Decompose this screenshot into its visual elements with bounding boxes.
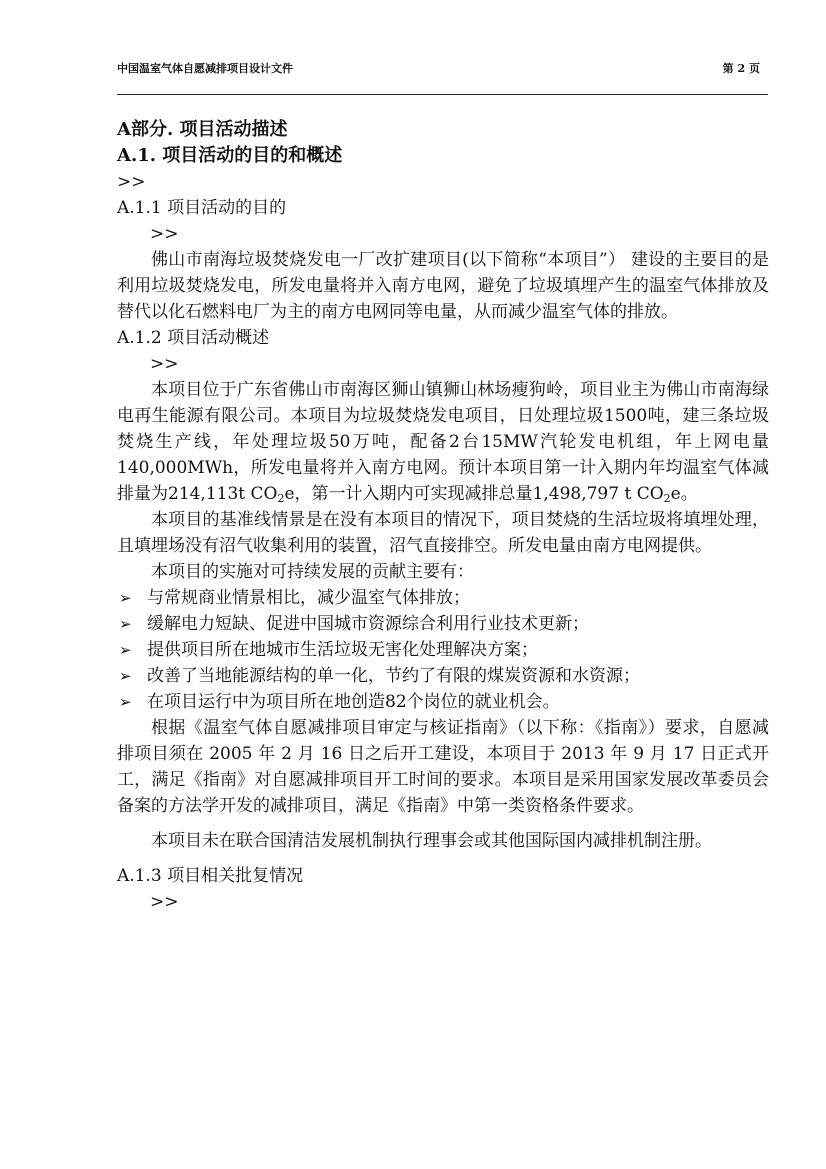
arrow-bullet-icon: ➢	[119, 693, 132, 711]
subsection-title-a11-2: A.1.2 项目活动概述	[117, 328, 270, 348]
paragraph-overview	[117, 377, 769, 507]
paragraph-baseline: 本项目的基准线情景是在没有本项目的情况下，项目焚烧的生活垃圾将填埋处理，且填埋场没有沼气收集利用的装置，沼气直接排空。所发电量由南方电网提供。	[117, 510, 769, 556]
arrow-bullet-icon: ➢	[119, 641, 132, 659]
page-header	[117, 58, 768, 95]
paragraph-contribution-intro: 本项目的实施对可持续发展的贡献主要有：	[151, 562, 474, 582]
paragraph-purpose: 佛山市南海垃圾焚烧发电一厂改扩建项目(以下简称“本项目”） 建设的主要目的是利用垃圾焚烧发电，所发电量将并入南方电网，避免了垃圾填埋产生的温室气体排放及替代以化石燃料电厂为主的南方电网同等电量，从而减少温室气体的排放。	[117, 250, 769, 322]
arrow-bullet-icon: ➢	[119, 589, 132, 607]
list-item-text: 提供项目所在地城市生活垃圾无害化处理解决方案；	[147, 640, 538, 660]
marker: >>	[150, 224, 179, 244]
header-document-title: 中国温室气体自愿减排项目设计文件	[117, 62, 293, 75]
overview-text-part3: e。	[670, 484, 698, 504]
list-item-text: 缓解电力短缺、促进中国城市资源综合利用行业技术更新；	[147, 614, 589, 634]
list-item	[117, 637, 769, 663]
paragraph-registration-status: 本项目未在联合国清洁发展机制执行理事会或其他国际国内减排机制注册。	[151, 831, 712, 851]
part-title: A部分. 项目活动描述	[117, 119, 288, 140]
co2-subscript: 2	[277, 492, 285, 505]
marker: >>	[150, 892, 179, 912]
marker: >>	[150, 354, 179, 374]
arrow-bullet-icon: ➢	[119, 615, 132, 633]
document-body	[117, 117, 769, 915]
co2-subscript: 2	[663, 492, 671, 505]
contribution-list	[117, 585, 769, 715]
header-page-number: 第 2 页	[722, 62, 760, 75]
section-title: A.1. 项目活动的目的和概述	[117, 145, 343, 166]
arrow-bullet-icon: ➢	[119, 667, 132, 685]
list-item	[117, 689, 769, 715]
overview-text-part2: e，第一计入期内可实现减排总量1,498,797 t CO	[284, 484, 664, 504]
list-item	[117, 663, 769, 689]
subsection-title-a11-3: A.1.3 项目相关批复情况	[117, 866, 304, 886]
marker: >>	[117, 172, 146, 192]
list-item-text: 与常规商业情景相比，减少温室气体排放；	[147, 588, 470, 608]
list-item-text: 在项目运行中为项目所在地创造82个岗位的就业机会。	[147, 692, 560, 712]
list-item-text: 改善了当地能源结构的单一化，节约了有限的煤炭资源和水资源；	[147, 666, 640, 686]
list-item	[117, 585, 769, 611]
overview-text-part1: 本项目位于广东省佛山市南海区狮山镇狮山林场瘦狗岭，项目业主为佛山市南海绿电再生能源有限公司。本项目为垃圾焚烧发电项目，日处理垃圾1500吨，建三条垃圾焚烧生产线，年处理垃圾50万吨，配备2台15MW汽轮发电机组，年上网电量140,000MWh，所发电量将并入南方电网。预计本项目第一计入期内年均温室气体减排量为214,113t CO	[117, 380, 769, 504]
list-item	[117, 611, 769, 637]
subsection-title-a11-1: A.1.1 项目活动的目的	[117, 198, 287, 218]
paragraph-guideline-compliance: 根据《温室气体自愿减排项目审定与核证指南》（以下称：《指南》）要求，自愿减排项目须在 2005 年 2 月 16 日之后开工建设，本项目于 2013 年 9 月 17 日正式开工，满足《指南》对自愿减排项目开工时间的要求。本项目是采用国家发展改革委员会备案的方法学开发的减排项目，满足《指南》中第一类资格条件要求。	[117, 718, 769, 816]
